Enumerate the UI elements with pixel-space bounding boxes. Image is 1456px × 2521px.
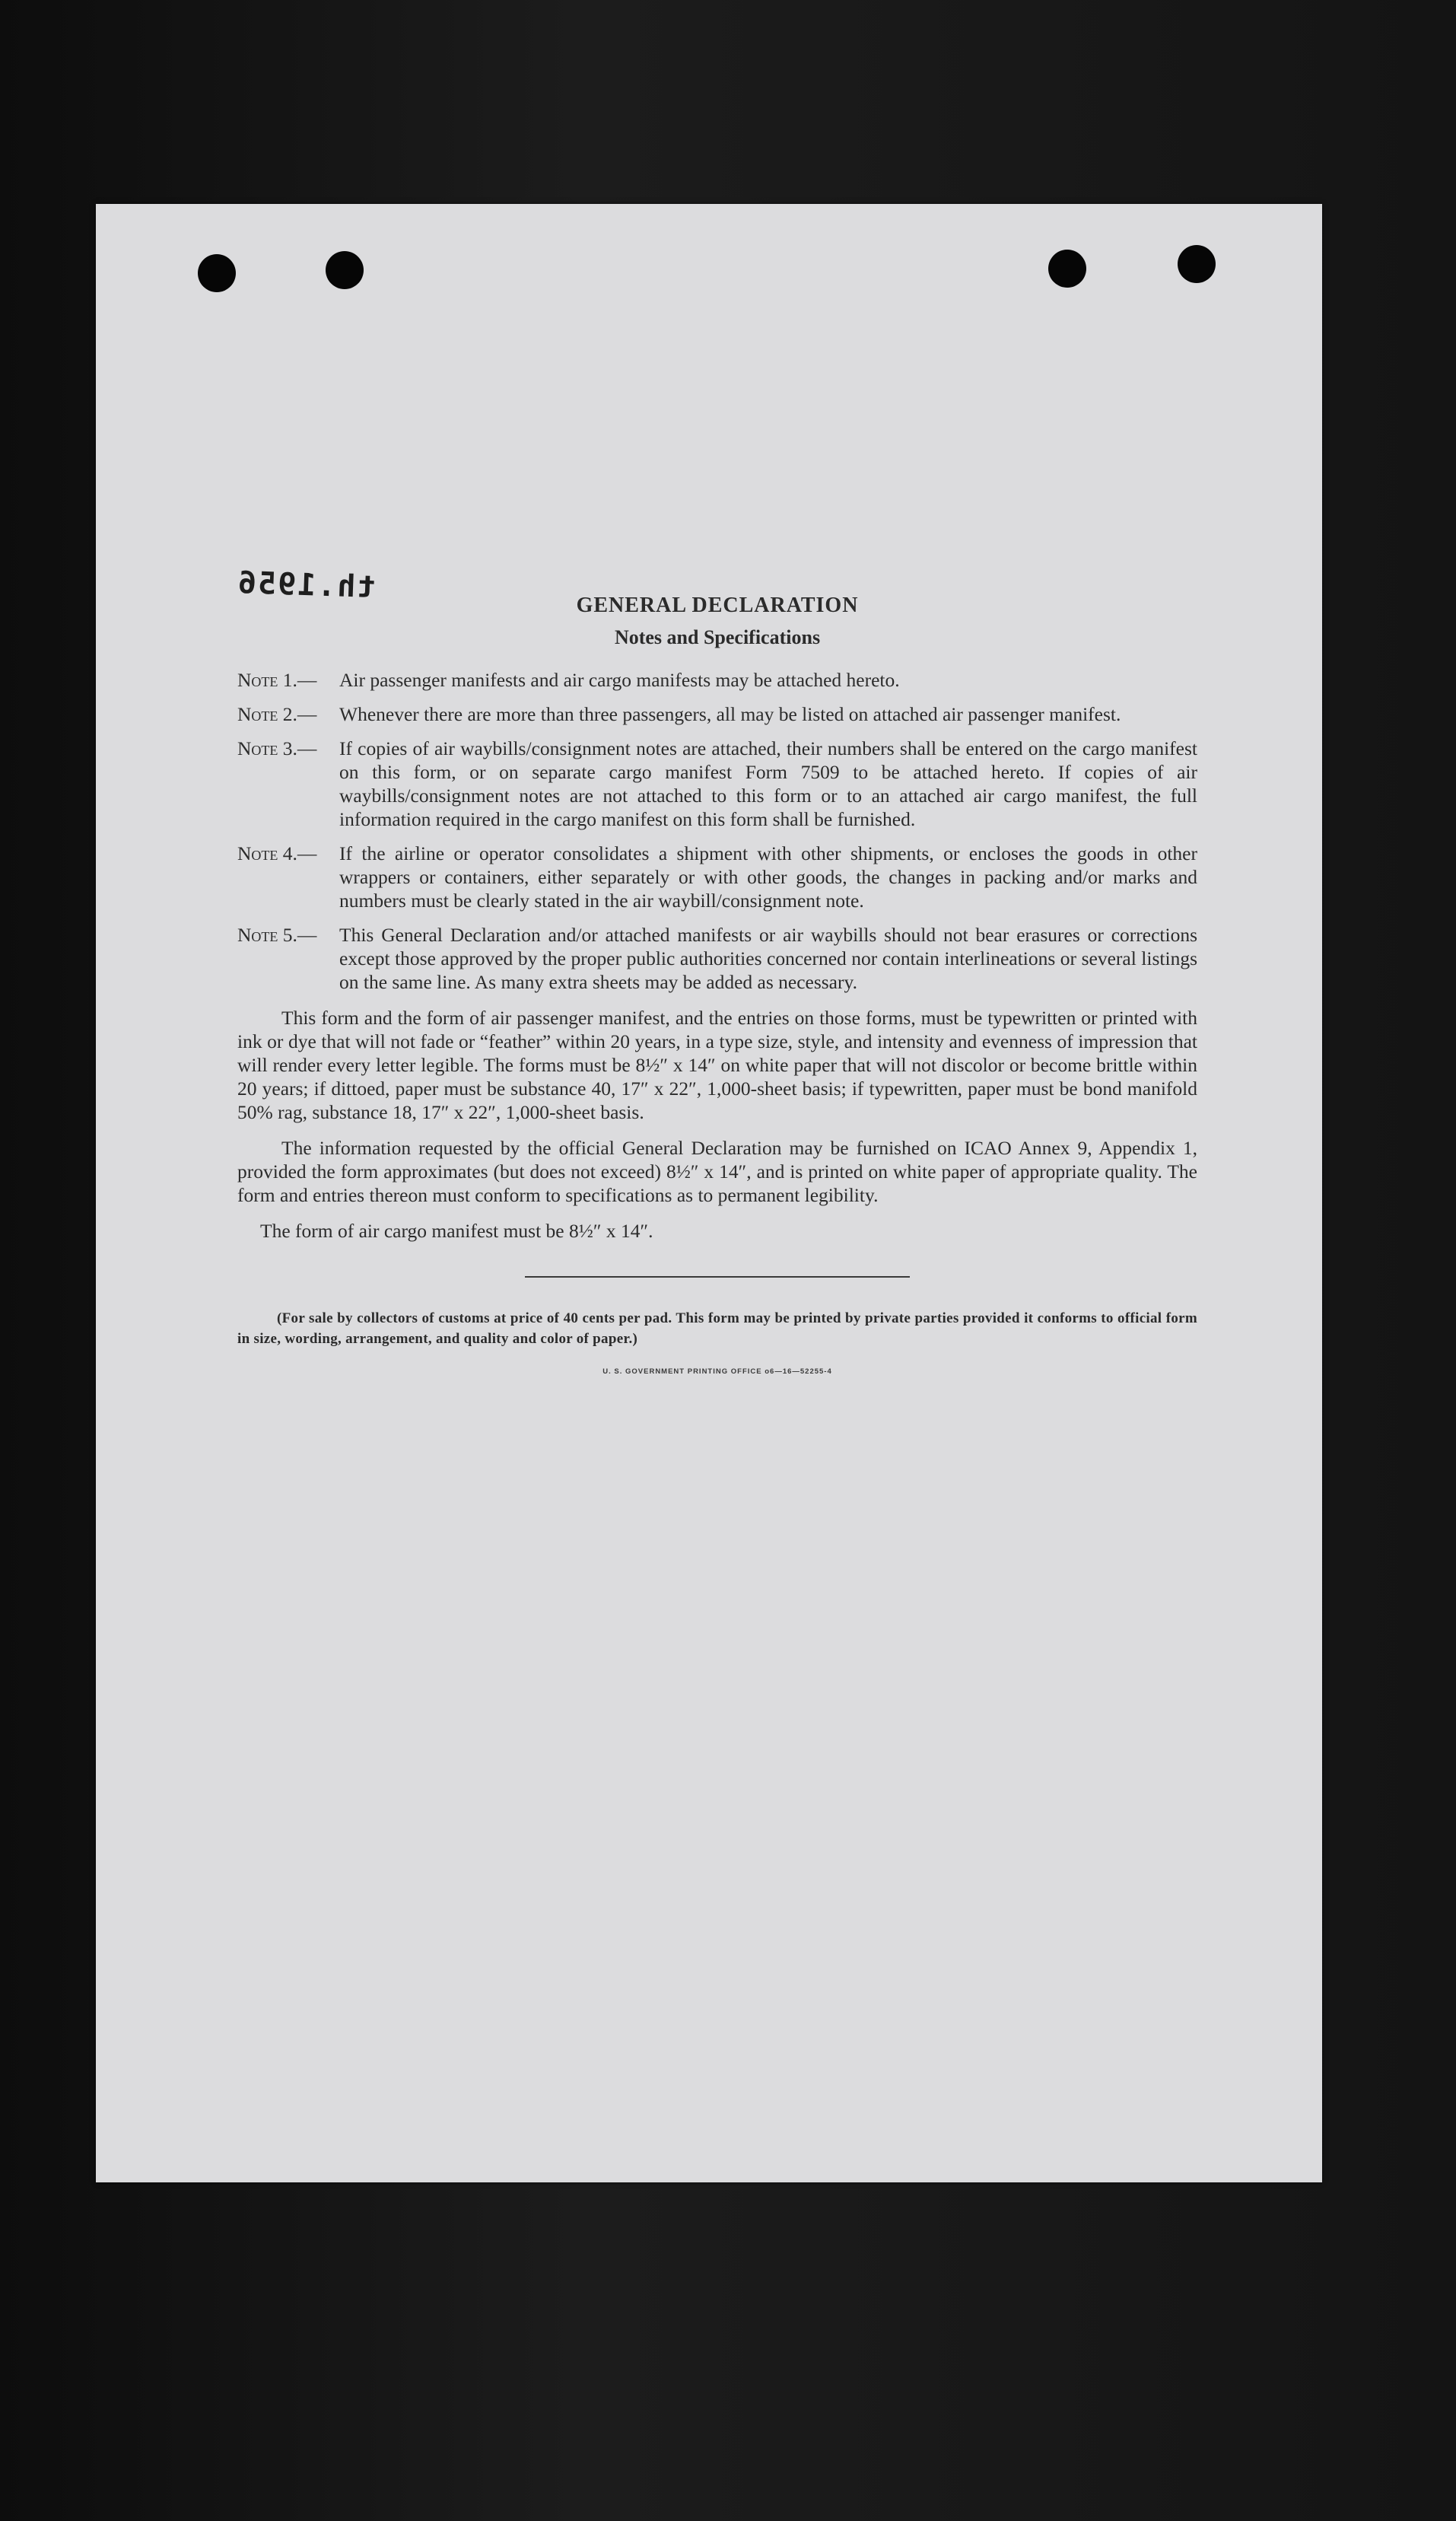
punch-hole: [326, 251, 364, 289]
paragraph-icao-annex: The information requested by the official General Declaration may be furnished on ICAO Annex 9, Appendix 1, provided the form approximates (but does not exceed) 8½″ x 14″, and is printed on white paper of appropriate quality. The form and entries thereon must conform to specifications as to permanent legibility.: [237, 1137, 1197, 1206]
note-label: Note 5.—: [237, 924, 317, 946]
document-subtitle: Notes and Specifications: [614, 626, 821, 648]
note-1: [237, 668, 1197, 692]
punch-hole: [198, 254, 236, 292]
horizontal-rule: [525, 1276, 910, 1278]
sale-notice: (For sale by collectors of customs at price of 40 cents per pad. This form may be printed by private parties provided it conforms to official form in size, wording, arrangement, and quality and color of paper.): [237, 1310, 1197, 1347]
note-2: [237, 702, 1197, 726]
punch-hole: [1048, 250, 1086, 288]
note-label: Note 1.—: [237, 669, 317, 691]
note-4: [237, 842, 1197, 912]
handwritten-annotation: th.1956: [236, 565, 377, 606]
note-label: Note 3.—: [237, 737, 317, 759]
paragraph-cargo-manifest-size: The form of air cargo manifest must be 8½″ x 14″.: [260, 1220, 653, 1242]
note-text: This General Declaration and/or attached manifests or air waybills should not bear erasures or corrections except those approved by the proper public authorities concerned nor contain interlineations or several listings on the same line. As many extra sheets may be added as necessary.: [339, 924, 1197, 993]
document-title: GENERAL DECLARATION: [576, 594, 859, 617]
paragraph-form-requirements: This form and the form of air passenger manifest, and the entries on those forms, must be typewritten or printed with ink or dye that will not fade or “feather” within 20 years, in a type size, style, and intensity and evenness of impression that will render every letter legible. The forms must be 8½″ x 14″ on white paper that will not discolor or become brittle within 20 years; if dittoed, paper must be substance 40, 17″ x 22″, 1,000-sheet basis; if typewritten, paper must be bond manifold 50% rag, substance 18, 17″ x 22″, 1,000-sheet basis.: [237, 1007, 1197, 1123]
note-label: Note 2.—: [237, 703, 317, 725]
printer-line: U. S. GOVERNMENT PRINTING OFFICE o6—16—52255-4: [602, 1367, 832, 1376]
note-label: Note 4.—: [237, 842, 317, 864]
notes-and-specifications: [237, 590, 1197, 1376]
note-text: If the airline or operator consolidates a shipment with other shipments, or encloses the goods in other wrappers or containers, either separately or with other goods, the changes in packing and/or marks and numbers must be clearly stated in the air waybill/consignment note.: [339, 842, 1197, 912]
note-text: Air passenger manifests and air cargo manifests may be attached hereto.: [339, 669, 900, 691]
note-3: [237, 737, 1197, 831]
note-text: If copies of air waybills/consignment notes are attached, their numbers shall be entered on the cargo manifest on this form, or on separate cargo manifest Form 7509 to be attached hereto. If copies of air waybills/consignment notes are not attached to this form or to an attached air cargo manifest, the full information required in the cargo manifest on this form shall be furnished.: [339, 737, 1197, 830]
note-text: Whenever there are more than three passengers, all may be listed on attached air passenger manifest.: [339, 703, 1121, 725]
note-5: [237, 923, 1197, 994]
punch-hole: [1178, 245, 1216, 283]
